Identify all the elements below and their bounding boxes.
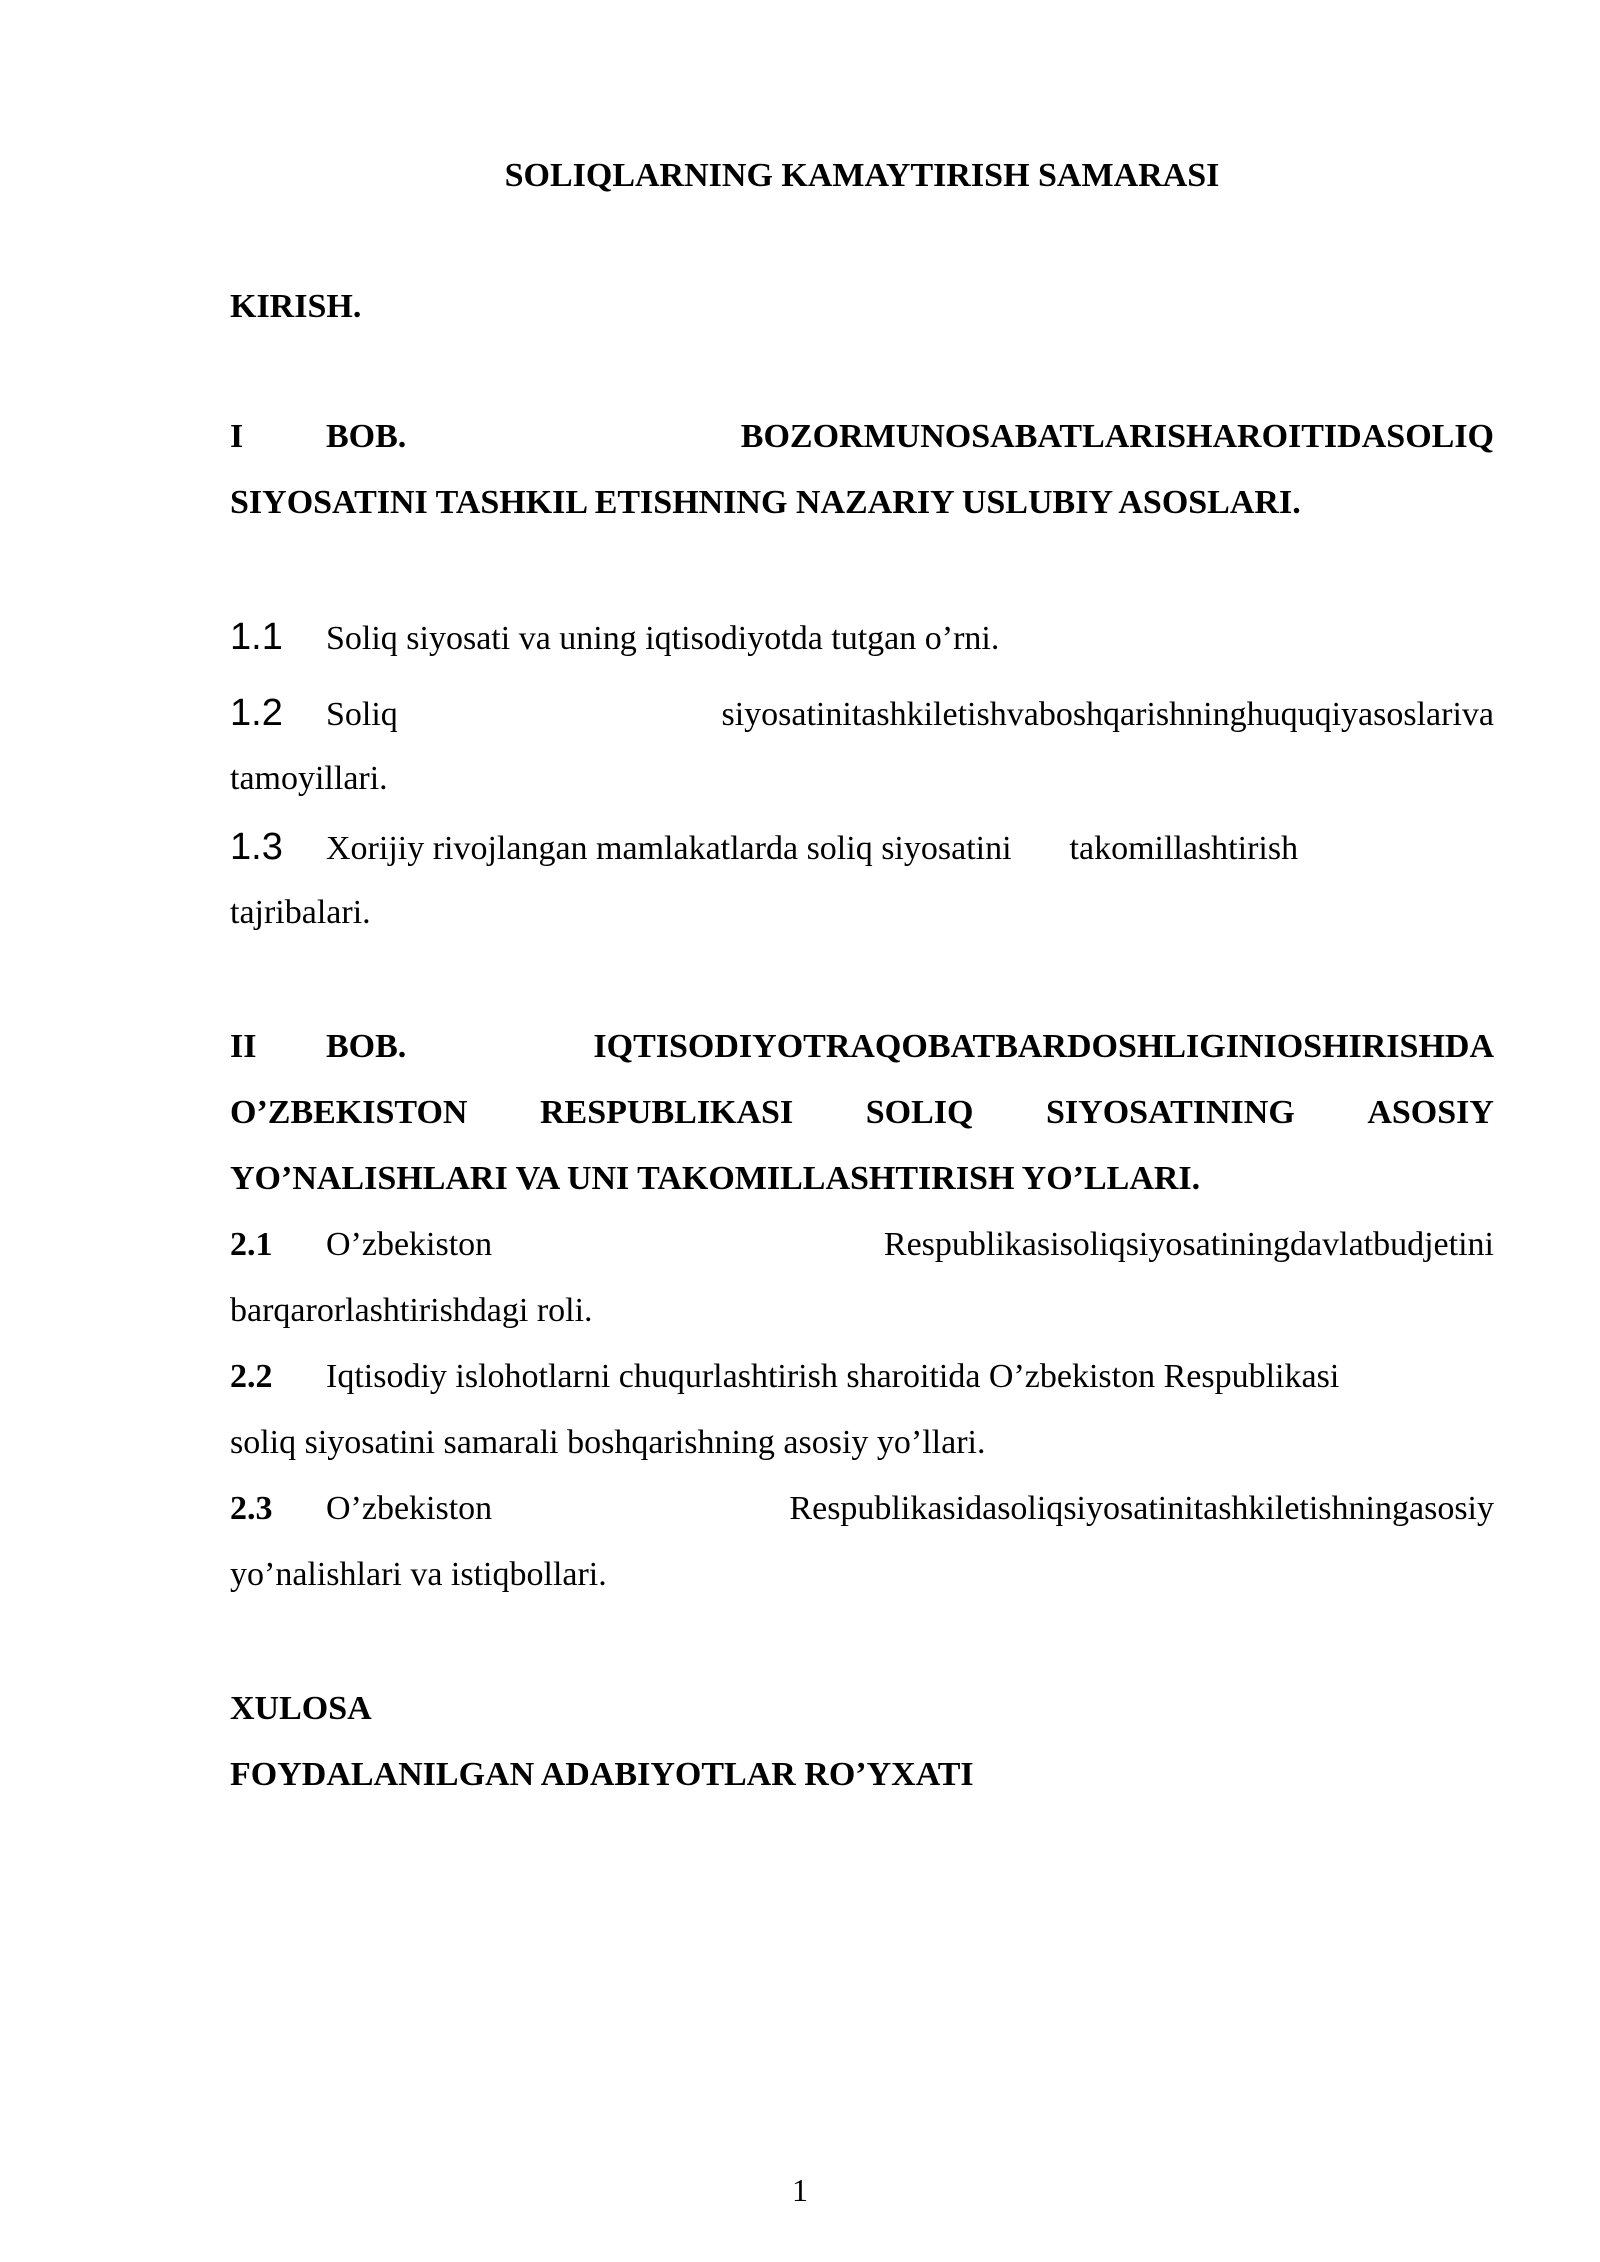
chapter2-word: SIYOSATINING <box>1046 1094 1295 1131</box>
toc-item-1-3-line1 <box>230 814 1494 882</box>
section-word: O’zbekiston <box>326 1226 493 1263</box>
toc-item-2-1-line2: barqarorlashtirishdagi roli. <box>230 1292 593 1329</box>
section-title: Iqtisodiy islohotlarni chuqurlashtirish sharoitida O’zbekiston Respublikasi <box>326 1358 1340 1395</box>
intro-heading: KIRISH. <box>230 288 362 325</box>
chapter2-word: SOLIQ <box>865 1094 974 1131</box>
section-word: soliq <box>1059 1226 1126 1263</box>
section-number: 1.1 <box>230 616 283 658</box>
toc-item-1-2-line2: tamoyillari. <box>230 760 388 797</box>
conclusion-heading: XULOSA <box>230 1690 372 1727</box>
section-word: budjetini <box>1373 1226 1494 1263</box>
section-word: boshqarishning <box>1038 696 1247 733</box>
chapter2-roman: II <box>230 1028 257 1065</box>
toc-item-2-3-line2: yo’nalishlari va istiqbollari. <box>230 1556 607 1593</box>
section-number: 2.3 <box>230 1490 273 1527</box>
page-number: 1 <box>792 2172 808 2208</box>
section-word: va <box>1461 696 1494 733</box>
section-word: soliq <box>997 1490 1064 1527</box>
section-word: huquqiy <box>1246 696 1359 733</box>
references-heading: FOYDALANILGAN ADABIYOTLAR RO’YXATI <box>230 1756 974 1793</box>
chapter1-heading-line2: SIYOSATINI TASHKIL ETISHNING NAZARIY USLUBIY ASOSLARI. <box>230 484 1301 521</box>
section-word: Respublikasida <box>789 1490 998 1527</box>
section-number: 2.2 <box>230 1358 273 1395</box>
section-number: 2.1 <box>230 1226 273 1263</box>
chapter2-word: OSHIRISHDA <box>1276 1028 1494 1065</box>
chapter2-word: ASOSIY <box>1367 1094 1494 1131</box>
chapter1-word: MUNOSABATLARI <box>863 418 1168 455</box>
section-word: tashkil <box>851 696 943 733</box>
section-word: etish <box>942 696 1007 733</box>
section-word: Soliq <box>326 696 398 733</box>
chapter1-word: SOLIQ <box>1386 418 1494 455</box>
section-title-end: takomillashtirish <box>1069 830 1299 867</box>
chapter2-heading-line1 <box>230 1014 1494 1080</box>
section-word: siyosatini <box>1063 1490 1194 1527</box>
chapter2-heading-line3: YO’NALISHLARI VA UNI TAKOMILLASHTIRISH YO’LLARI. <box>230 1160 1201 1197</box>
chapter1-roman: I <box>230 418 244 455</box>
section-word: tashkil <box>1193 1490 1285 1527</box>
section-title: Soliq siyosati va uning iqtisodiyotda tutgan o’rni. <box>326 620 1000 657</box>
chapter2-word: O’ZBEKISTON <box>230 1094 468 1131</box>
section-word: davlat <box>1290 1226 1374 1263</box>
toc-item-1-1 <box>230 604 1494 672</box>
toc-item-1-2-line1 <box>230 680 1494 748</box>
chapter1-word: SHAROITIDA <box>1167 418 1387 455</box>
section-word: Respublikasi <box>883 1226 1060 1263</box>
section-word: siyosatini <box>721 696 852 733</box>
chapter2-word: RAQOBATBARDOSHLIGINI <box>825 1028 1277 1065</box>
toc-item-2-2-line1 <box>230 1344 1494 1410</box>
document-title: SOLIQLARNING KAMAYTIRISH SAMARASI <box>504 157 1220 194</box>
section-number: 1.3 <box>230 826 283 868</box>
section-word: O’zbekiston <box>326 1490 493 1527</box>
chapter1-word: BOZOR <box>740 418 864 455</box>
chapter2-bob: BOB. <box>326 1028 407 1065</box>
section-word: asoslari <box>1358 696 1462 733</box>
toc-item-2-3-line1 <box>230 1476 1494 1542</box>
section-word: va <box>1006 696 1039 733</box>
section-word: etishning <box>1284 1490 1409 1527</box>
section-title: Xorijiy rivojlangan mamlakatlarda soliq siyosatini <box>326 830 1012 867</box>
chapter2-word: RESPUBLIKASI <box>540 1094 794 1131</box>
chapter1-bob: BOB. <box>326 418 407 455</box>
toc-item-2-1-line1 <box>230 1212 1494 1278</box>
chapter2-word: IQTISODIYOT <box>593 1028 826 1065</box>
toc-item-1-3-line2: tajribalari. <box>230 894 371 931</box>
chapter2-heading-line2 <box>230 1080 1494 1146</box>
section-number: 1.2 <box>230 692 283 734</box>
toc-item-2-2-line2: soliq siyosatini samarali boshqarishning asosiy yo’llari. <box>230 1424 986 1461</box>
chapter1-heading-line1 <box>230 404 1494 470</box>
section-word: asosiy <box>1409 1490 1494 1527</box>
section-word: siyosatining <box>1125 1226 1291 1263</box>
